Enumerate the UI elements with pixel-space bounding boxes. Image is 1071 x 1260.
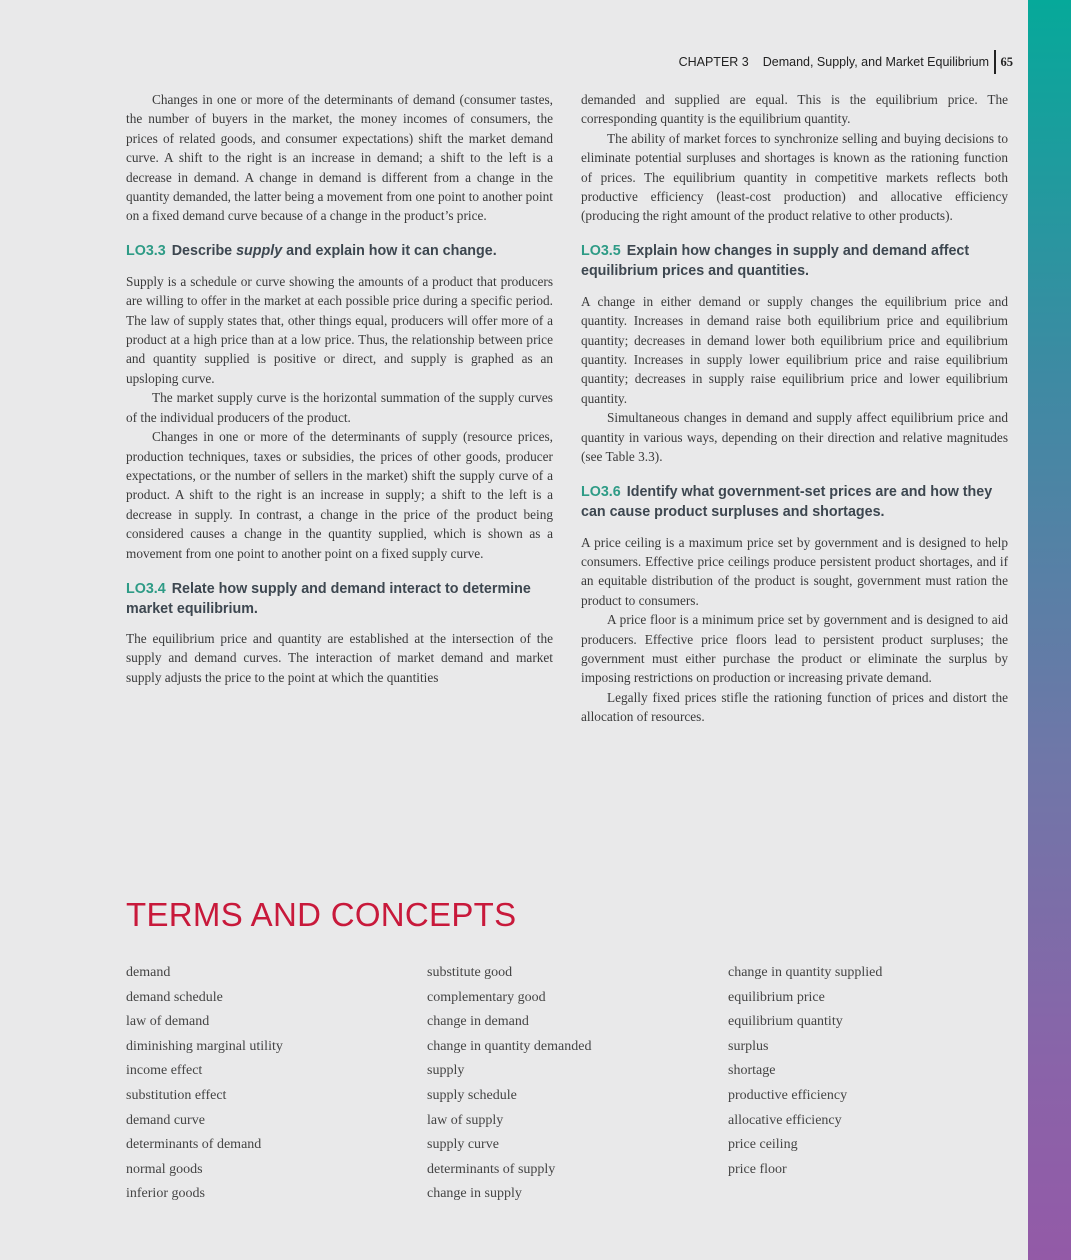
term: substitution effect <box>126 1087 227 1103</box>
term: supply schedule <box>427 1087 517 1103</box>
term: substitute good <box>427 965 513 980</box>
terms-column-3 <box>728 961 882 1182</box>
term: price ceiling <box>728 1137 798 1153</box>
term: equilibrium quantity <box>728 1014 843 1030</box>
term: normal goods <box>126 1161 203 1177</box>
terms-column-2 <box>427 961 591 1207</box>
term: supply curve <box>427 1137 499 1153</box>
term: change in demand <box>427 1014 529 1030</box>
term: productive efficiency <box>728 1087 848 1103</box>
term: determinants of supply <box>427 1161 556 1177</box>
chapter-label: CHAPTER 3 <box>678 55 749 69</box>
term: demand curve <box>126 1112 205 1128</box>
lo-number: LO3.3 <box>126 242 166 259</box>
term: inferior goods <box>126 1186 205 1202</box>
term: demand <box>126 965 171 980</box>
terms-section-title: TERMS AND CONCEPTS <box>126 896 517 933</box>
term: surplus <box>728 1038 769 1054</box>
term: demand schedule <box>126 989 223 1005</box>
chapter-title: Demand, Supply, and Market Equilibrium <box>762 55 989 69</box>
term: change in quantity supplied <box>728 965 883 980</box>
term: change in supply <box>427 1186 522 1202</box>
paragraph: The equilibrium price and quantity are established at the intersection of the supply and demand curves. The interaction of market demand and market supply adjusts the price to the point at which the quantities <box>126 630 553 685</box>
term: law of demand <box>126 1014 210 1030</box>
terms-column-1 <box>126 961 283 1207</box>
paragraph: A price ceiling is a maximum price set by government and is designed to help consumers. Effective price ceilings produce persistent product shortages, and if an equitable distribution of the product is sought, government must ration the product to consumers. <box>581 534 1008 608</box>
term: shortage <box>728 1063 776 1079</box>
paragraph: Changes in one or more of the determinants of supply (resource prices, production techniques, taxes or subsidies, the prices of other goods, producer expectations, or the number of sellers in the market) shift the supply curve of a product. A shift to the right is an increase in supply; a shift to the left is a decrease in supply. In contrast, a change in the price of the product being considered causes a change in the quantity supplied, which is shown as a movement from one point to another point on a fixed supply curve. <box>126 429 553 561</box>
page-number: 65 <box>1000 54 1013 69</box>
paragraph: Supply is a schedule or curve showing the amounts of a product that producers are willing to offer in the market at each possible price during a specific period. The law of supply states that, other things equal, producers will offer more of a product at a high price than at a low price. Thus, the relationship between price and quantity supplied is positive or direct, and supply is graphed as an upsloping curve. <box>126 273 553 386</box>
lo-number: LO3.4 <box>126 580 166 597</box>
term: determinants of demand <box>126 1137 262 1153</box>
paragraph: A change in either demand or supply changes the equilibrium price and quantity. Increases in demand raise both equilibrium price and equilibrium quantity; decreases in demand lower both equilibrium price and equilibrium quantity. Increases in supply lower equilibrium price and raise equilibrium quantity; decreases in supply raise equilibrium price and lower equilibrium quantity. <box>581 293 1008 406</box>
paragraph: A price floor is a minimum price set by government and is designed to aid producers. Effective price floors lead to persistent product surpluses; the government must either purchase the product or eliminate the surplus by imposing restrictions on production or increasing private demand. <box>581 612 1008 686</box>
term: law of supply <box>427 1112 504 1128</box>
running-head <box>600 50 1013 74</box>
paragraph: Changes in one or more of the determinants of demand (consumer tastes, the number of buyers in the market, the money incomes of consumers, the prices of related goods, and consumer expectations) shift the market demand curve. A shift to the right is an increase in demand; a shift to the left is a decrease in demand. A change in demand is different from a change in the quantity demanded, the latter being a movement from one point to another point on a fixed demand curve because of a change in the product’s price. <box>126 92 553 224</box>
term: income effect <box>126 1063 203 1079</box>
left-column <box>126 90 553 687</box>
term: complementary good <box>427 989 546 1005</box>
paragraph: The ability of market forces to synchronize selling and buying decisions to eliminate potential surpluses and shortages is known as the rationing function of prices. The equilibrium quantity in competitive markets reflects both productive efficiency (least-cost production) and allocative efficiency (producing the right amount of the product relative to other products). <box>581 130 1008 224</box>
term: allocative efficiency <box>728 1112 842 1128</box>
term: equilibrium price <box>728 989 825 1005</box>
term: price floor <box>728 1161 787 1177</box>
learning-objective-heading: LO3.4 Relate how supply and demand interact to determine market equilibrium. <box>126 580 531 617</box>
learning-objective-heading: LO3.5 Explain how changes in supply and demand affect equilibrium prices and quantities. <box>581 242 970 279</box>
term: diminishing marginal utility <box>126 1038 283 1054</box>
learning-objective-heading: LO3.6 Identify what government-set prices are and how they can cause product surpluses and shortages. <box>581 483 993 520</box>
lo-number: LO3.6 <box>581 483 621 500</box>
lo-number: LO3.5 <box>581 242 621 259</box>
paragraph: Legally fixed prices stifle the rationing function of prices and distort the allocation of resources. <box>581 689 1008 725</box>
term: supply <box>427 1063 465 1079</box>
paragraph: The market supply curve is the horizontal summation of the supply curves of the individual producers of the product. <box>126 390 553 425</box>
paragraph: Simultaneous changes in demand and supply affect equilibrium price and quantity in various ways, depending on their direction and relative magnitudes (see Table 3.3). <box>581 410 1008 465</box>
paragraph: demanded and supplied are equal. This is the equilibrium price. The corresponding quantity is the equilibrium quantity. <box>581 92 1008 127</box>
header-divider <box>994 50 996 74</box>
right-column <box>581 90 1008 727</box>
decorative-side-strip <box>1028 0 1071 1260</box>
term: change in quantity demanded <box>427 1038 592 1054</box>
learning-objective-heading: LO3.3 Describe supply and explain how it can change. <box>126 242 497 259</box>
